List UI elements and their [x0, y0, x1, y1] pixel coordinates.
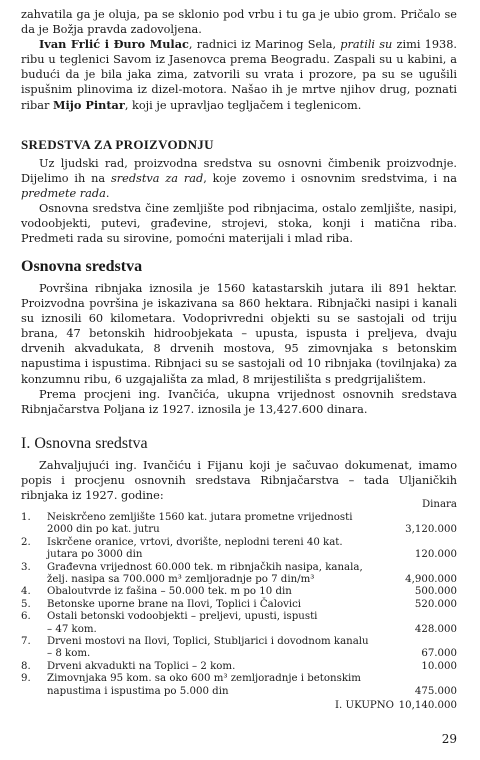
row-description: – 47 kom. — [47, 623, 97, 635]
row-number — [21, 574, 47, 586]
row-value — [394, 673, 457, 685]
currency-label: Dinara — [421, 499, 457, 510]
table-row — [21, 636, 457, 648]
row-value: 428.000 — [414, 623, 457, 635]
s1-italic-1: sredstva za rad — [110, 172, 204, 186]
table-row — [21, 624, 457, 636]
table-row — [21, 574, 457, 586]
section2-text — [21, 281, 457, 417]
row-number — [21, 524, 47, 536]
row-number: 3. — [21, 561, 31, 573]
section-heading-i-osnovna: I. Osnovna sredstva — [21, 435, 148, 452]
section3-text — [21, 458, 457, 503]
row-value: 4,900.000 — [405, 574, 457, 586]
row-number: 8. — [21, 660, 31, 672]
row-number: 4. — [21, 586, 31, 598]
row-value: 3,120.000 — [405, 524, 457, 536]
row-number: 5. — [21, 598, 31, 610]
row-value: 10.000 — [421, 660, 457, 672]
asset-table — [21, 512, 457, 713]
section1-text — [21, 156, 457, 247]
row-description: Betonske uporne brane na Ilovi, Toplici i Čalovici — [47, 598, 302, 610]
table-row — [21, 611, 457, 623]
row-description: Ostali betonski vodoobjekti – preljevi, upusti, ispusti — [47, 611, 318, 623]
total-spacer — [21, 698, 47, 712]
row-description: napustima i ispustima po 5.000 din — [47, 685, 229, 697]
section3-paragraph-1: Zahvaljujući ing. Ivančiću i Fijanu koji je sačuvao dokumenat, imamo popis i procjenu osnovnih sredstava Ribnjačarstva – tada Uljaničkih ribnjaka iz 1927. godine: — [21, 459, 457, 503]
table-row — [21, 599, 457, 611]
row-description: 2000 din po kat. jutru — [47, 524, 160, 536]
table-row — [21, 512, 457, 524]
table-row — [21, 549, 457, 561]
page-number: 29 — [441, 732, 457, 746]
row-value: 120.000 — [414, 549, 457, 561]
table-row — [21, 524, 457, 536]
name2-bold: Mijo Pintar — [52, 97, 125, 112]
row-number: 7. — [21, 636, 31, 648]
intro-text-a: , radnici iz Marinog Sela, — [188, 38, 341, 52]
row-value — [394, 562, 457, 574]
row-description: jutara po 3000 din — [47, 549, 143, 561]
row-number — [21, 624, 47, 636]
row-description: Građevna vrijednost 60.000 tek. m ribnjačkih nasipa, kanala, — [47, 561, 363, 573]
row-description: Drveni mostovi na Ilovi, Toplici, Stubljarici i dovodnom kanalu — [47, 636, 369, 648]
row-value — [394, 512, 457, 524]
row-value — [394, 611, 457, 623]
total-row — [21, 698, 457, 712]
intro-paragraph-1: zahvatila ga je oluja, pa se sklonio pod vrbu i tu ga je ubio grom. Pričalo se da je Božja pravda zadovoljena. — [21, 8, 457, 37]
section1-paragraph-2: Osnovna sredstva čine zemljište pod ribnjacima, ostalo zemljište, nasipi, vodoobjekti, putevi, građevine, strojevi, stoka, konji i matična riba. Predmeti rada su sirovine, pomoćni materijali i mlad riba. — [21, 202, 457, 246]
row-description: – 8 kom. — [47, 648, 91, 660]
table-row — [21, 673, 457, 685]
names-bold: Ivan Frlić i Đuro Mulac — [39, 37, 189, 52]
row-description: Neiskrčeno zemljište 1560 kat. jutara prometne vrijednosti — [47, 512, 353, 523]
table-row — [21, 661, 457, 673]
section-heading-sredstva: SREDSTVA ZA PROIZVODNJU — [21, 137, 214, 152]
intro-text-b: zimi 1938. ribu u teglenici Savom iz Jasenovca prema Beogradu. Zaspali su u kabini, a budući da je bila jaka zima, zatvorili su vrata i prozore, pa su se ugušili ispušnim plinovima iz dizel-motora. Našao ih je mrtve njihov drug, poznati ribar — [21, 38, 457, 112]
intro-text-c: , koji je upravljao tegljačem i teglenicom. — [124, 98, 362, 112]
row-number: 2. — [21, 536, 31, 548]
row-value — [394, 537, 457, 549]
s1-italic-2: predmete rada — [21, 187, 106, 201]
total-label: I. UKUPNO — [334, 700, 395, 712]
s1-text-c: . — [105, 187, 110, 201]
row-description: Iskrčene oranice, vrtovi, dvorište, neplodni tereni 40 kat. — [47, 536, 343, 548]
row-value: 520.000 — [414, 598, 457, 610]
row-description: Drveni akvadukti na Toplici – 2 kom. — [47, 660, 236, 672]
row-description: Zimovnjaka 95 kom. sa oko 600 m³ zemljoradnje i betonskim — [47, 673, 361, 685]
row-value: 67.000 — [421, 648, 457, 660]
intro-paragraph-2 — [21, 37, 457, 112]
section2-paragraph-2: Prema procjeni ing. Ivančića, ukupna vrijednost osnovnih sredstava Ribnjačarstva Poljana iz 1927. iznosila je 13,427.600 dinara. — [21, 387, 457, 416]
row-value: 500.000 — [414, 586, 457, 598]
section1-paragraph-1 — [21, 156, 457, 201]
row-description: Obaloutvrde iz fašina – 50.000 tek. m po 10 din — [47, 586, 292, 598]
intro-text — [21, 7, 457, 113]
row-number: 1. — [21, 512, 31, 523]
pratili-italic: pratili su — [340, 38, 393, 52]
section2-paragraph-1: Površina ribnjaka iznosila je 1560 katastarskih jutara ili 891 hektar. Proizvodna površina je iskazivana sa 860 hektara. Ribnjački nasipi i kanali su iznosili 60 kilometara. Vodoprivredni objekti su se sastojali od triju brana, 47 betonskih hidroobjekata – upusta, ispusta i preljeva, dvaju drvenih akvadukata, 8 drvenih mostova, 95 zimovnjaka s betonskim napustima i ispustima. Ribnjaci su se sastojali od 10 ribnjaka (tovilnjaka) za konzumnu ribu, 6 uzgajališta za mlad, 8 mrijestilišta s predgrijalištem. — [21, 282, 457, 386]
row-description: želj. nasipa sa 700.000 m³ zemljoradnje po 7 din/m³ — [47, 574, 315, 586]
row-value: 475.000 — [414, 685, 457, 697]
table-row — [21, 562, 457, 574]
s1-text-a: Uz ljudski rad, proizvodna sredstva su osnovni čimbenik proizvodnje. Dijelimo ih na — [21, 157, 457, 186]
row-number — [21, 549, 47, 561]
total-value: 10,140.000 — [398, 700, 457, 712]
row-number: 9. — [21, 673, 31, 685]
table-row — [21, 686, 457, 698]
table-row — [21, 648, 457, 660]
section-heading-osnovna: Osnovna sredstva — [21, 258, 143, 275]
row-value — [394, 636, 457, 648]
row-number — [21, 648, 47, 660]
row-number: 6. — [21, 611, 31, 623]
table-row — [21, 586, 457, 598]
table-row — [21, 537, 457, 549]
row-number — [21, 686, 47, 698]
s1-text-b: , koje zovemo i osnovnim sredstvima, i na — [203, 172, 457, 186]
